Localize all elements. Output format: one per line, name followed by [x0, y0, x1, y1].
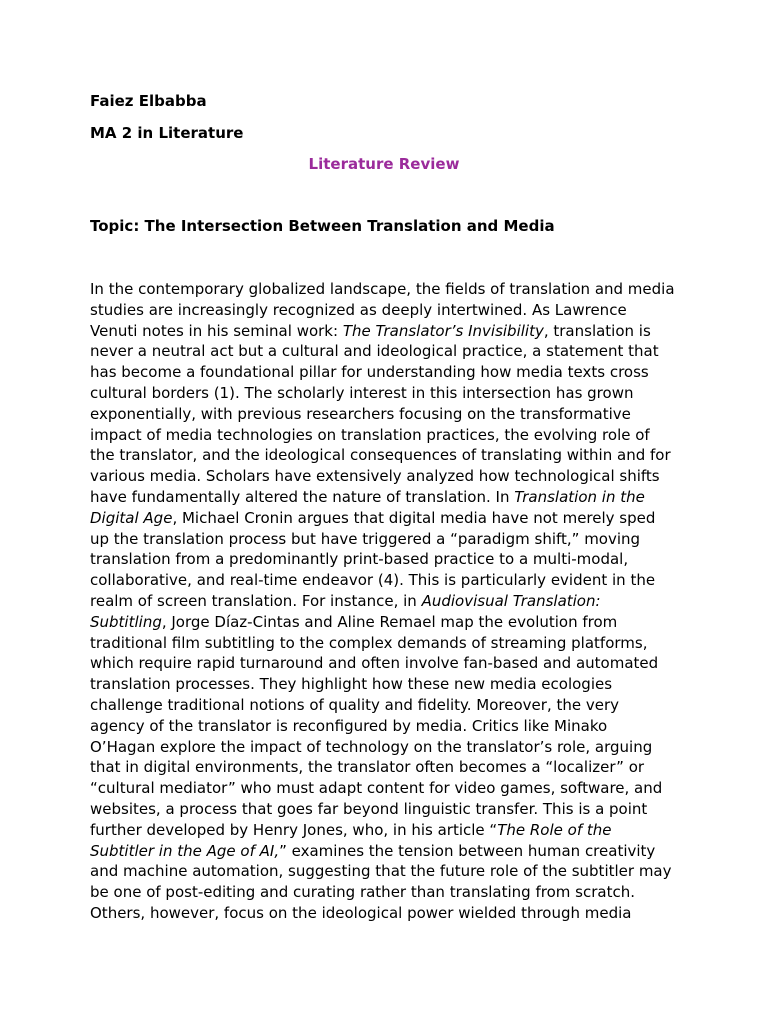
body-line — [90, 841, 690, 862]
body-text-segment: various media. Scholars have extensively analyzed how technological shifts — [90, 467, 660, 486]
body-text-segment: studies are increasingly recognized as deeply intertwined. As Lawrence — [90, 300, 627, 319]
body-text-segment: translation from a predominantly print-based practice to a multi-modal, — [90, 550, 629, 569]
body-line — [90, 716, 690, 737]
italic-title-text: The Role of the — [497, 820, 612, 839]
body-text-segment: agency of the translator is reconfigured by media. Critics like Minako — [90, 716, 608, 735]
body-line — [90, 466, 690, 487]
body-line — [90, 445, 690, 466]
author-name: Faiez Elbabba — [90, 92, 207, 110]
body-text-segment: , Michael Cronin argues that digital media have not merely sped — [172, 508, 656, 527]
body-text-segment: exponentially, with previous researchers focusing on the transformative — [90, 404, 631, 423]
body-line — [90, 321, 690, 342]
italic-title-text: Translation in the — [514, 487, 645, 506]
italic-title-text: Subtitling — [90, 612, 162, 631]
body-line — [90, 591, 690, 612]
body-line — [90, 570, 690, 591]
body-line — [90, 861, 690, 882]
body-line — [90, 341, 690, 362]
body-line — [90, 508, 690, 529]
body-line — [90, 529, 690, 550]
body-text-segment: traditional film subtitling to the complex demands of streaming platforms, — [90, 633, 648, 652]
body-text-segment: translation processes. They highlight how these new media ecologies — [90, 675, 613, 694]
italic-title-text: Audiovisual Translation: — [421, 591, 601, 610]
body-text-segment: realm of screen translation. For instance, in — [90, 591, 422, 610]
body-line — [90, 279, 690, 300]
body-text-segment: websites, a process that goes far beyond linguistic transfer. This is a point — [90, 799, 648, 818]
body-text-segment: collaborative, and real-time endeavor (4). This is particularly evident in the — [90, 571, 656, 590]
body-text-segment: O’Hagan explore the impact of technology on the translator’s role, arguing — [90, 737, 653, 756]
body-text-segment: impact of media technologies on translation practices, the evolving role of — [90, 425, 650, 444]
document-title: Literature Review — [308, 155, 460, 173]
body-text-segment: ” examines the tension between human creativity — [279, 841, 656, 860]
body-line — [90, 778, 690, 799]
body-line — [90, 799, 690, 820]
body-text-segment: up the translation process but have triggered a “paradigm shift,” moving — [90, 529, 641, 548]
body-text-segment: be one of post-editing and curating rather than translating from scratch. — [90, 883, 635, 902]
body-line — [90, 820, 690, 841]
body-line — [90, 383, 690, 404]
body-text-segment: the translator, and the ideological consequences of translating within and for — [90, 446, 671, 465]
body-text-segment: and machine automation, suggesting that the future role of the subtitler may — [90, 862, 672, 881]
body-text-segment: further developed by Henry Jones, who, in his article “ — [90, 820, 498, 839]
body-text-segment: never a neutral act but a cultural and ideological practice, a statement that — [90, 342, 659, 361]
body-text-segment: In the contemporary globalized landscape, the fields of translation and media — [90, 280, 675, 298]
body-text-segment: have fundamentally altered the nature of translation. In — [90, 487, 515, 506]
body-line — [90, 487, 690, 508]
body-line — [90, 695, 690, 716]
body-paragraph — [90, 279, 690, 924]
body-line — [90, 612, 690, 633]
body-line — [90, 300, 690, 321]
topic-heading: Topic: The Intersection Between Translation and Media — [90, 217, 555, 235]
body-line — [90, 425, 690, 446]
body-line — [90, 362, 690, 383]
body-line — [90, 653, 690, 674]
body-text-segment: has become a foundational pillar for understanding how media texts cross — [90, 363, 649, 382]
italic-title-text: Digital Age — [90, 508, 173, 527]
degree-line: MA 2 in Literature — [90, 124, 244, 142]
body-line — [90, 404, 690, 425]
body-text-segment: , Jorge Díaz-Cintas and Aline Remael map the evolution from — [161, 612, 618, 631]
body-text-segment: , translation is — [543, 321, 651, 340]
body-line — [90, 757, 690, 778]
body-line — [90, 882, 690, 903]
body-line — [90, 549, 690, 570]
italic-title-text: Subtitler in the Age of AI, — [90, 841, 280, 860]
body-text-segment: cultural borders (1). The scholarly interest in this intersection has grown — [90, 383, 634, 402]
body-line — [90, 903, 690, 924]
body-line — [90, 674, 690, 695]
body-text-segment: which require rapid turnaround and often involve fan-based and automated — [90, 654, 659, 673]
body-text-segment: that in digital environments, the translator often becomes a “localizer” or — [90, 758, 645, 777]
body-line — [90, 633, 690, 654]
body-text-segment: Venuti notes in his seminal work: — [90, 321, 343, 340]
body-text-segment: Others, however, focus on the ideological power wielded through media — [90, 903, 632, 922]
body-text-segment: challenge traditional notions of quality and fidelity. Moreover, the very — [90, 695, 620, 714]
body-line — [90, 737, 690, 758]
body-text-segment: “cultural mediator” who must adapt content for video games, software, and — [90, 779, 663, 798]
italic-title-text: The Translator’s Invisibility — [342, 321, 544, 340]
